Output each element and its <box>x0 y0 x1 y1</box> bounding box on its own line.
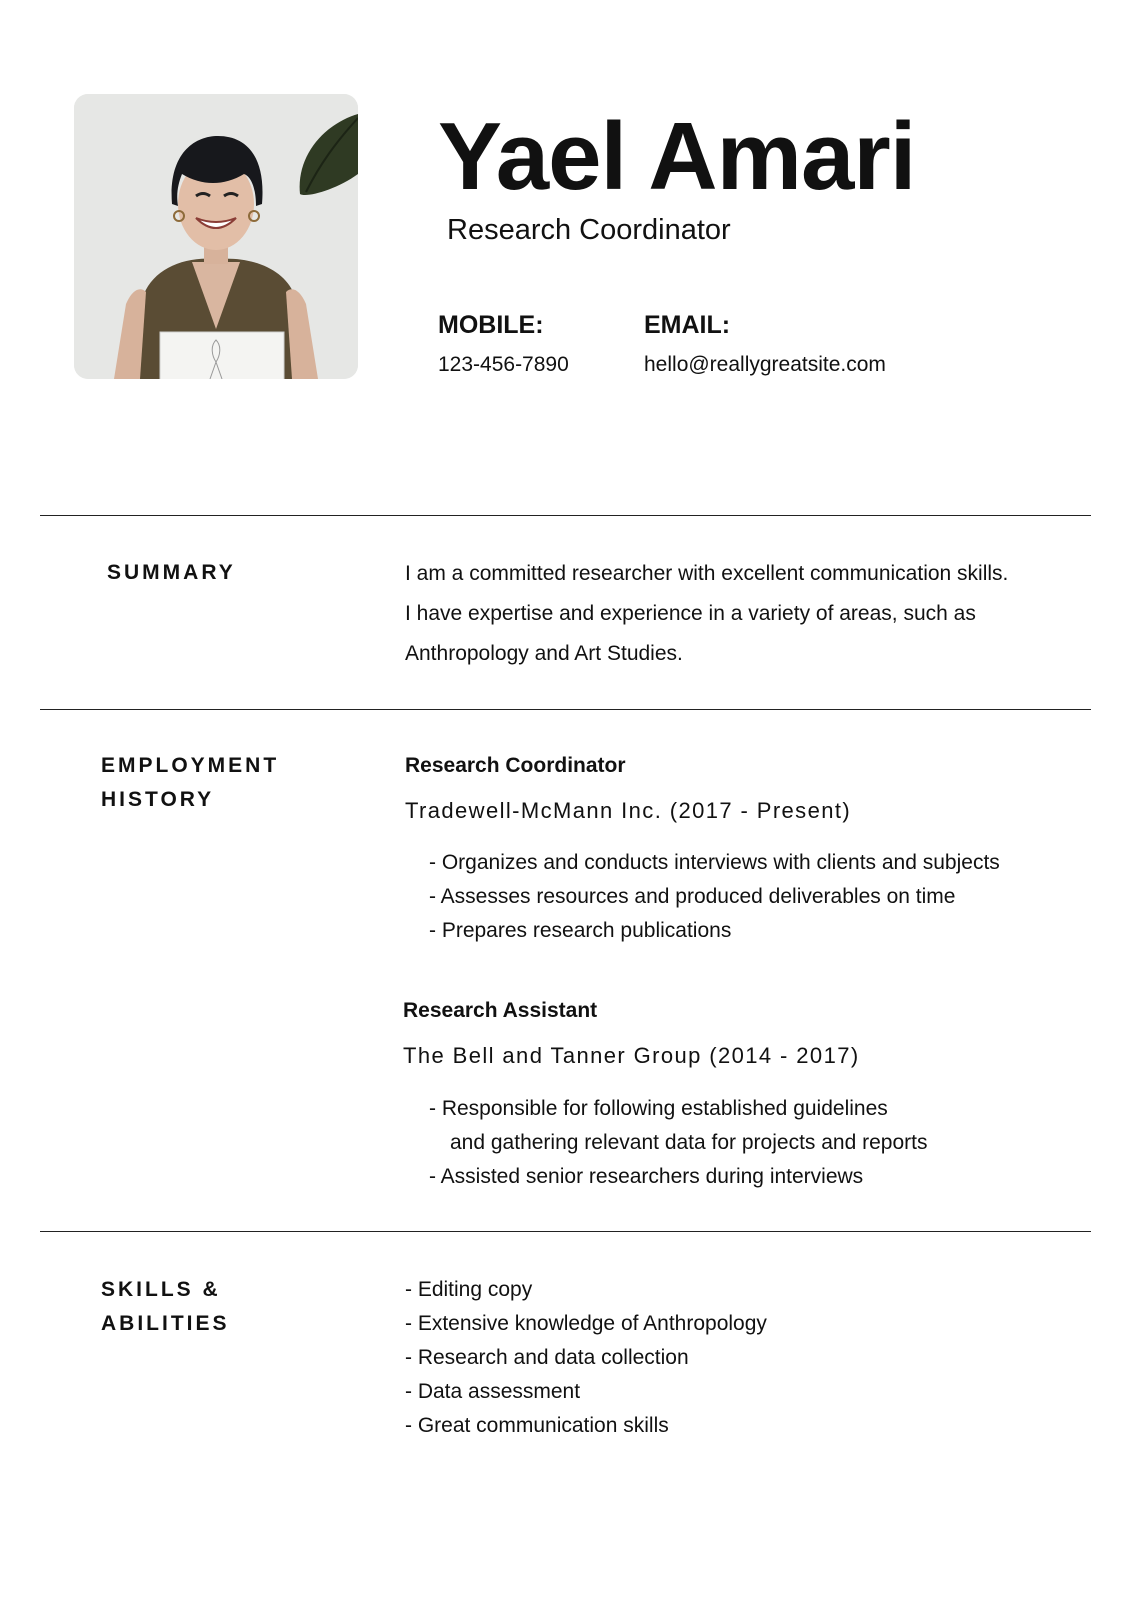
job-org: Tradewell-McMann Inc. (2017 - Present) <box>405 798 852 823</box>
mobile-label: MOBILE: <box>438 311 544 339</box>
job-duty: - Prepares research publications <box>429 919 732 942</box>
email-label: EMAIL: <box>644 311 731 339</box>
job-duties <box>429 846 1000 948</box>
skill-item: - Extensive knowledge of Anthropology <box>405 1312 767 1335</box>
job-duty: - Organizes and conducts interviews with clients and subjects <box>429 851 1000 874</box>
job-duty: - Assesses resources and produced deliverables on time <box>429 885 956 908</box>
skills-list <box>405 1273 767 1443</box>
section-divider <box>40 1231 1091 1232</box>
email-value[interactable]: hello@reallygreatsite.com <box>644 353 886 376</box>
mobile-value: 123-456-7890 <box>438 353 569 376</box>
summary-line: I am a committed researcher with excellent communication skills. <box>405 562 1009 585</box>
section-divider <box>40 515 1091 516</box>
skill-item: - Data assessment <box>405 1380 581 1403</box>
skill-item: - Editing copy <box>405 1278 533 1301</box>
candidate-name: Yael Amari <box>438 103 916 210</box>
employment-heading-line: HISTORY <box>101 788 215 811</box>
employment-heading-line: EMPLOYMENT <box>101 754 280 777</box>
job-duties <box>429 1092 927 1194</box>
job-duty: and gathering relevant data for projects and reports <box>450 1131 928 1154</box>
summary-line: I have expertise and experience in a variety of areas, such as <box>405 602 976 625</box>
job-duty: - Assisted senior researchers during interviews <box>429 1165 864 1188</box>
job-title: Research Assistant <box>403 999 598 1022</box>
profile-photo <box>74 94 358 379</box>
skills-heading <box>101 1273 230 1341</box>
skill-item: - Research and data collection <box>405 1346 689 1369</box>
skills-heading-line: SKILLS & <box>101 1278 221 1301</box>
section-divider <box>40 709 1091 710</box>
summary-text <box>405 554 1008 674</box>
job-duty: - Responsible for following established guidelines <box>429 1097 888 1120</box>
employment-heading <box>101 749 279 817</box>
job-org: The Bell and Tanner Group (2014 - 2017) <box>403 1043 860 1068</box>
summary-heading <box>107 556 236 590</box>
summary-line: Anthropology and Art Studies. <box>405 642 683 665</box>
summary-heading-text: SUMMARY <box>107 561 236 584</box>
job-title: Research Coordinator <box>405 754 626 777</box>
skill-item: - Great communication skills <box>405 1414 669 1437</box>
portrait-illustration <box>74 94 358 379</box>
skills-heading-line: ABILITIES <box>101 1312 230 1335</box>
candidate-role: Research Coordinator <box>447 214 731 246</box>
